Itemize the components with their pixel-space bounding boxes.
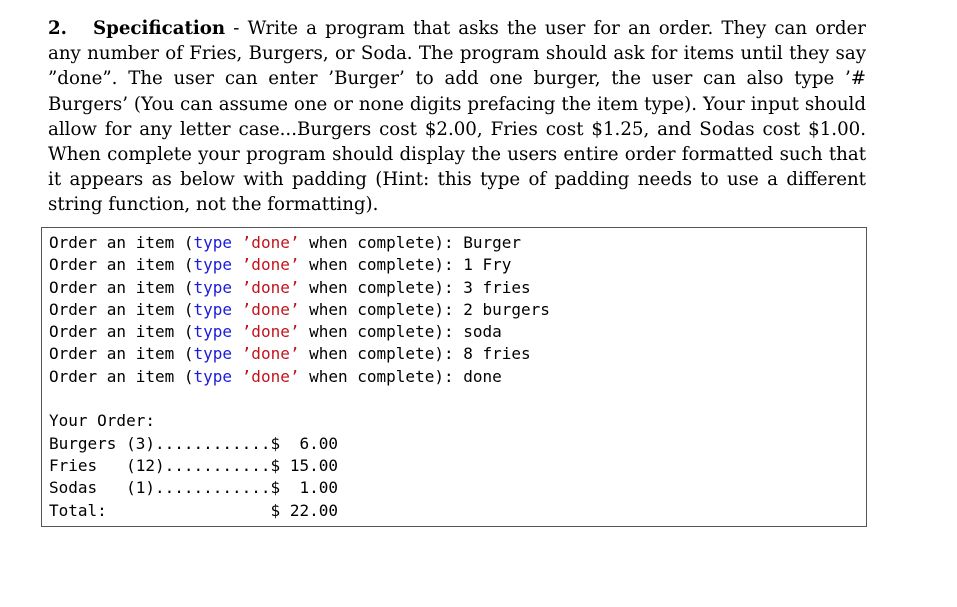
prompt-line [49,343,866,365]
user-input: 3 fries [463,277,531,297]
problem-body: - Write a program that asks the user for an order. They can order any number of Fries, Burgers, or Soda. The program should ask for items until they say ”done”. The user can enter ’Burger’ to add one burger, the user can also type ’# Burgers’ (You can assume one or none digits prefacing the item type). Your input should allow for any letter case...Burgers cost $2.00, Fries cost $1.25, and Sodas cost $1.00. When complete your program should display the users entire order formatted such that it appears as below with padding (Hint: this type of padding needs to use a different string function, not the formatting). [48,18,866,216]
prompt-keyword: type [193,344,233,364]
prompt-space [232,367,242,386]
prompt-keyword: type [193,299,233,319]
prompt-text: Order an item ( [49,299,194,319]
prompt-text: Order an item ( [49,322,194,342]
prompt-space [232,233,242,252]
prompt-string: ’done’ [241,344,300,364]
user-input: Burger [463,233,522,252]
prompt-line [49,254,866,276]
prompt-text-end: when complete): [299,322,464,342]
prompt-line [49,366,866,388]
prompt-text: Order an item ( [49,277,194,297]
user-input: 2 burgers [463,299,550,319]
prompt-text: Order an item ( [49,255,194,275]
prompt-space [232,344,242,363]
prompt-text-end: when complete): [299,299,464,319]
prompt-string: ’done’ [241,366,300,386]
prompt-keyword: type [193,233,233,252]
problem-title: Specification [93,18,226,39]
order-heading: Your Order: [49,411,155,431]
prompt-text-end: when complete): [299,277,464,297]
prompt-text: Order an item ( [49,366,194,386]
prompt-string: ’done’ [241,233,300,252]
order-row-burgers: Burgers (3)............$ 6.00 [49,433,338,453]
prompt-string: ’done’ [241,299,300,319]
prompt-space [232,300,242,319]
prompt-keyword: type [193,366,233,386]
prompt-space [232,278,242,297]
prompt-keyword: type [193,277,233,297]
user-input: 1 Fry [463,255,512,275]
prompt-keyword: type [193,322,233,342]
user-input: 8 fries [463,344,531,364]
order-row-total: Total: $ 22.00 [49,500,338,520]
prompt-lines [49,232,866,388]
prompt-text-end: when complete): [299,344,464,364]
blank-line [49,388,866,410]
prompt-text-end: when complete): [299,255,464,275]
prompt-string: ’done’ [241,277,300,297]
prompt-line [49,277,866,299]
prompt-keyword: type [193,255,233,275]
prompt-text: Order an item ( [49,233,194,252]
prompt-space [232,255,242,274]
prompt-line [49,321,866,343]
prompt-string: ’done’ [241,255,300,275]
order-row-fries: Fries (12)...........$ 15.00 [49,455,338,475]
prompt-text-end: when complete): [299,233,464,252]
prompt-string: ’done’ [241,322,300,342]
prompt-text-end: when complete): [299,366,464,386]
order-row-sodas: Sodas (1)............$ 1.00 [49,478,338,498]
console-output-box [41,227,867,527]
prompt-text: Order an item ( [49,344,194,364]
user-input: done [463,366,502,386]
problem-number: 2. [48,18,67,39]
prompt-line [49,299,866,321]
prompt-line [49,232,866,254]
user-input: soda [463,322,502,342]
prompt-space [232,322,242,341]
problem-statement [48,16,866,218]
